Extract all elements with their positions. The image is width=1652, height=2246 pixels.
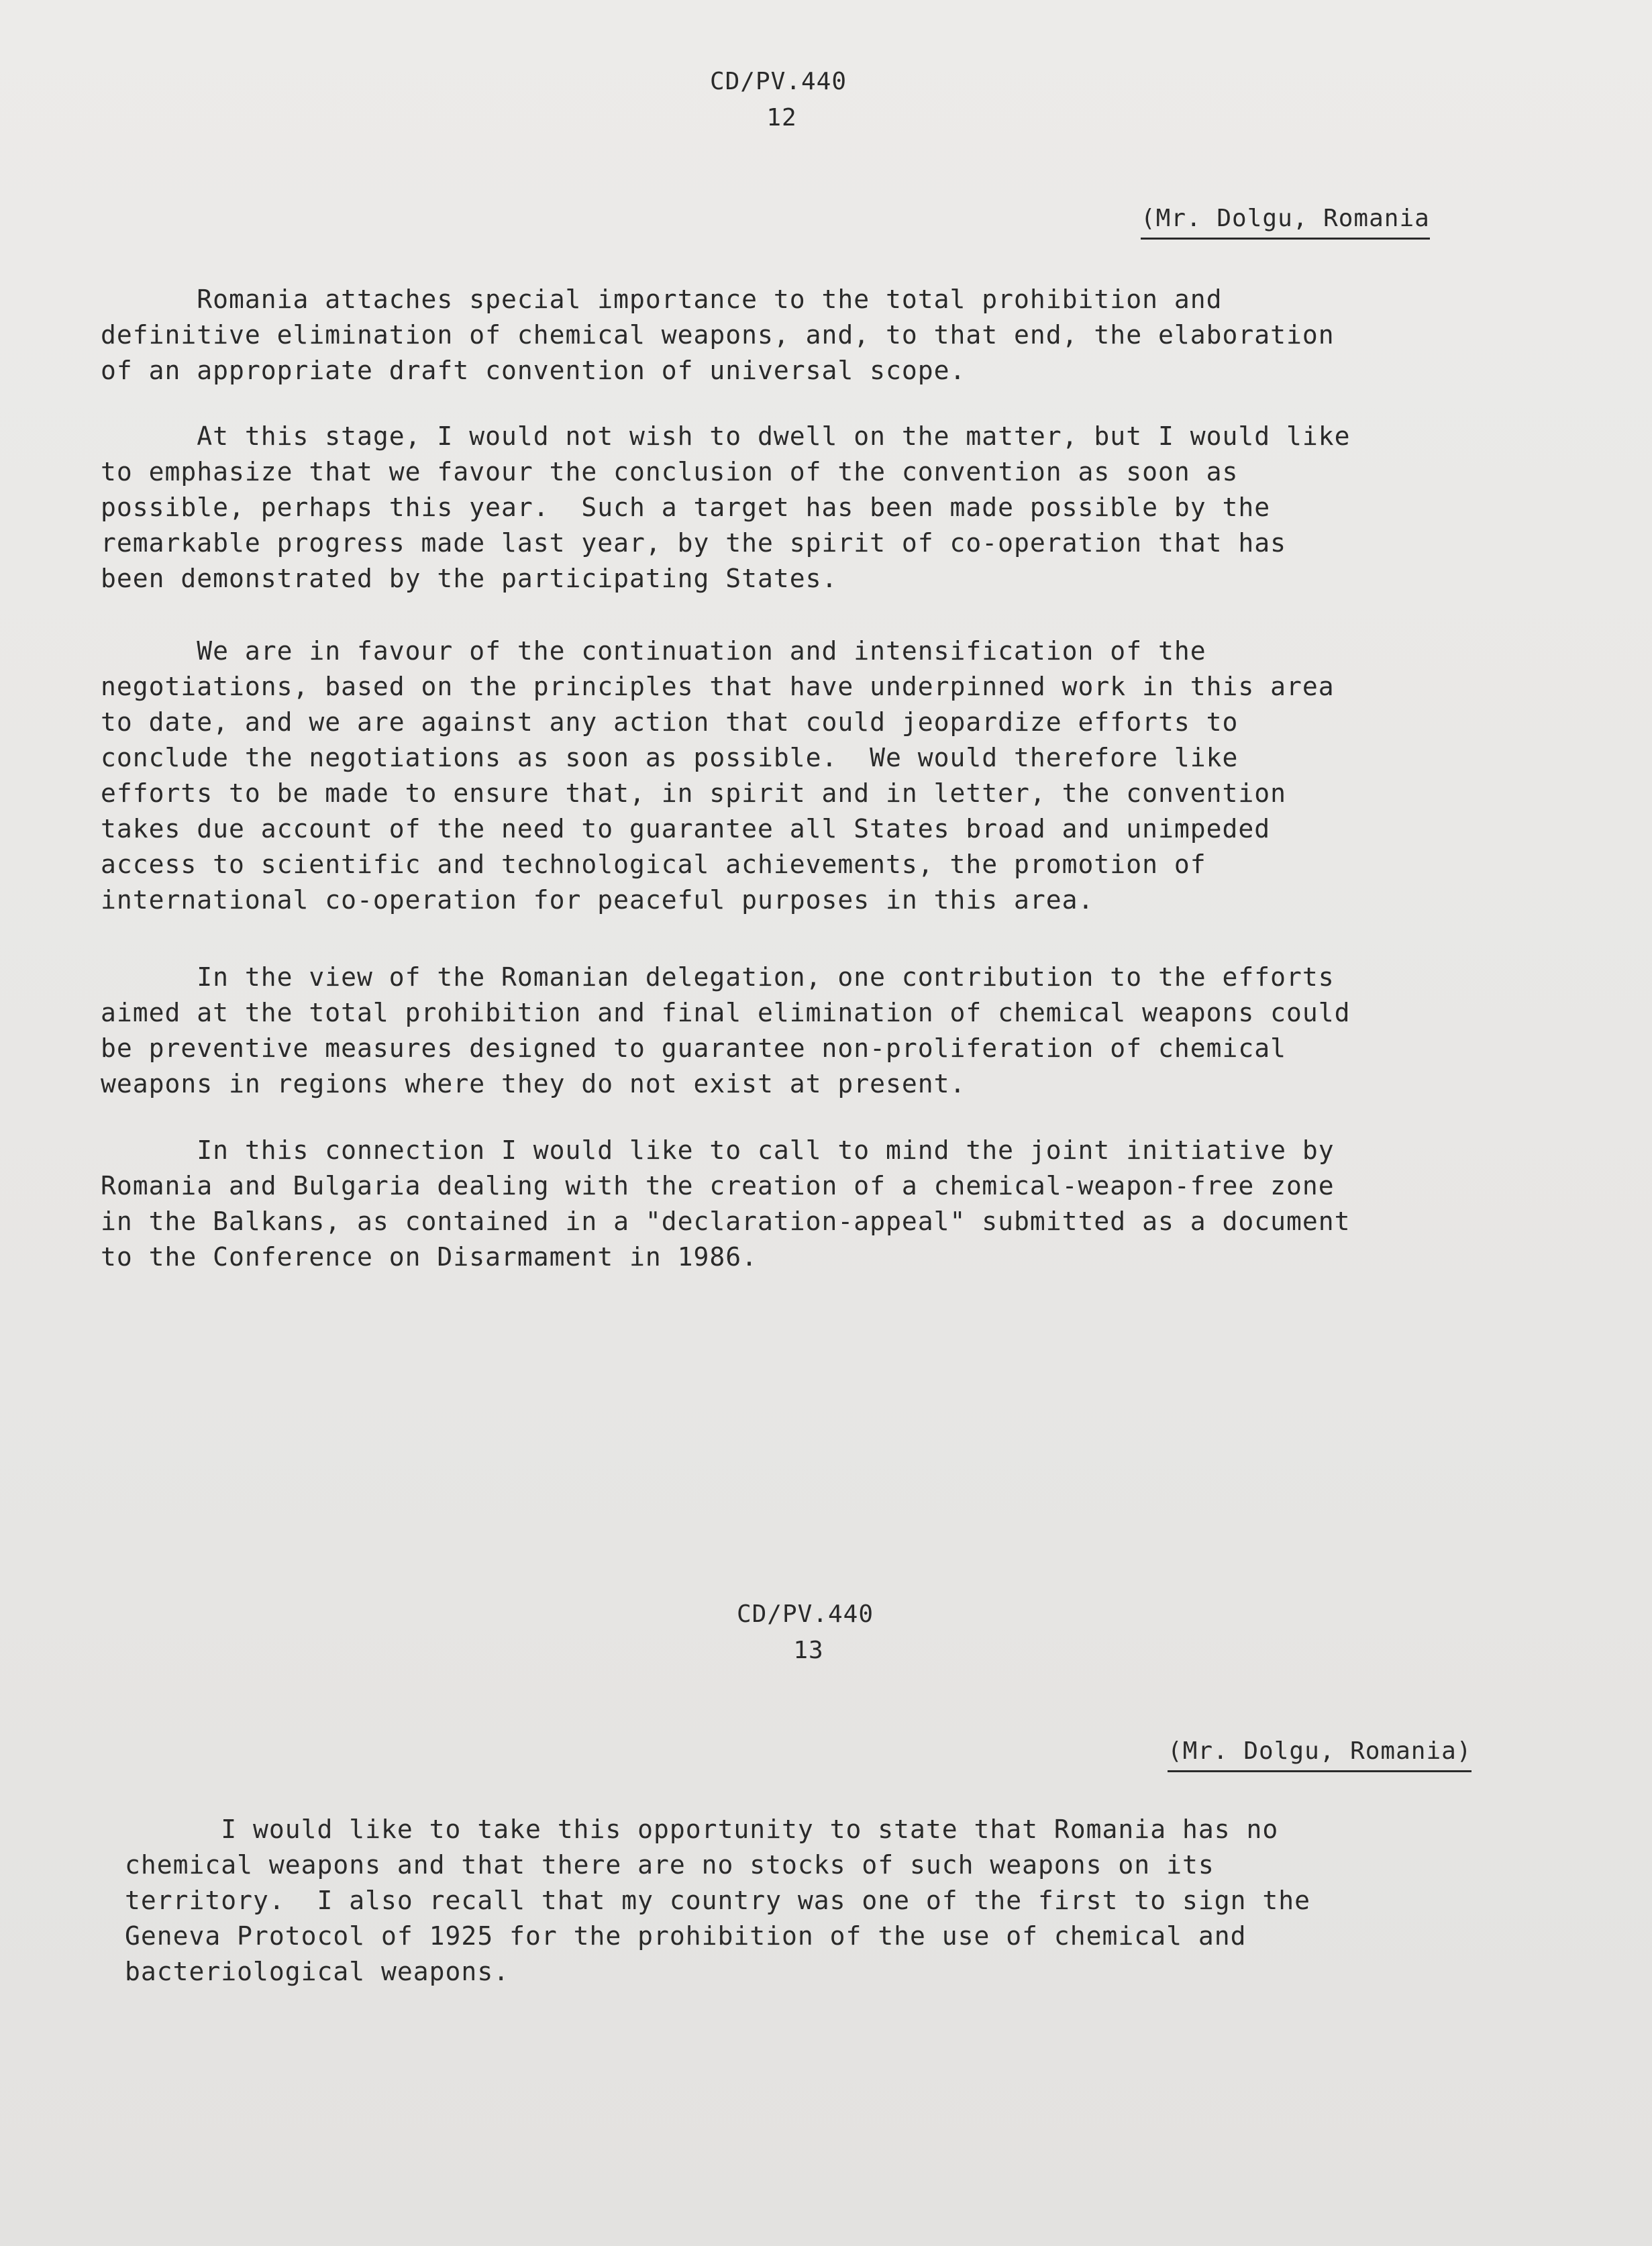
- page-number: 12: [766, 104, 797, 132]
- doc-code-header: CD/PV.440: [709, 68, 847, 95]
- paragraph: We are in favour of the continuation and intensification of the negotiations, based on the principles that have underpinned work in this area to date, and we are against any action that could jeopardize efforts to conclude the negotiations as soon as possible. We would therefore like efforts to be made to ensure that, in spirit and in letter, the convention takes due account of the need to guarantee all States broad and unimpeded access to scientific and technological achievements, the promotion of international co-operation for peaceful purposes in this area.: [101, 636, 1335, 915]
- speaker-attribution: (Mr. Dolgu, Romania): [1168, 1734, 1472, 1772]
- paragraph: I would like to take this opportunity to state that Romania has no chemical weapons and that there are no stocks of such weapons on its territory. I also recall that my country was one of the first to sign the Geneva Protocol of 1925 for the prohibition of the use of chemical and bacteriological weapons.: [125, 1815, 1310, 1986]
- doc-code-header: CD/PV.440: [736, 1600, 874, 1628]
- page-number: 13: [793, 1637, 824, 1664]
- paragraph: Romania attaches special importance to the total prohibition and definitive elimination of chemical weapons, and, to that end, the elaboration of an appropriate draft convention of universal scope.: [101, 285, 1335, 385]
- paragraph: In the view of the Romanian delegation, one contribution to the efforts aimed at the total prohibition and final elimination of chemical weapons could be preventive measures designed to guarantee non-proliferation of chemical weapons in regions where they do not exist at present.: [101, 962, 1351, 1099]
- speaker-attribution: (Mr. Dolgu, Romania: [1141, 201, 1430, 240]
- paragraph: At this stage, I would not wish to dwell on the matter, but I would like to emphasize that we favour the conclusion of the convention as soon as possible, perhaps this year. Such a target has been made possible by the remarkable progress made last year, by the spirit of co-operation that has been demonstrated by the participating States.: [101, 421, 1351, 593]
- paragraph: In this connection I would like to call to mind the joint initiative by Romania and Bulgaria dealing with the creation of a chemical-weapon-free zone in the Balkans, as contained in a "declaration-appeal" submitted as a document to the Conference on Disarmament in 1986.: [101, 1135, 1351, 1272]
